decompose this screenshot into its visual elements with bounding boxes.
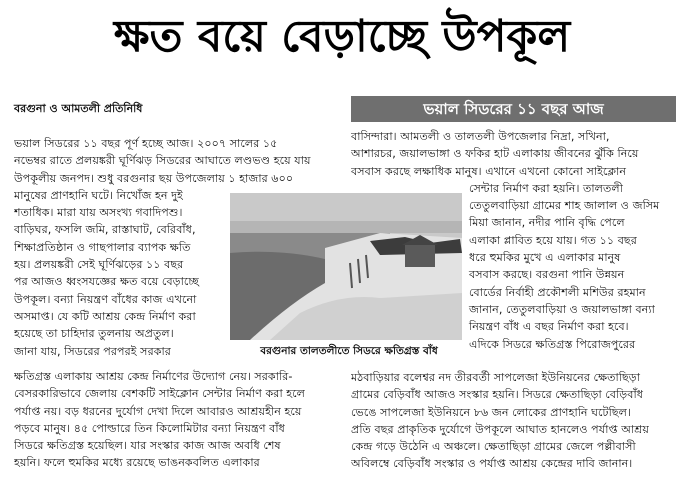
article-line: বোর্ডের নির্বাহী প্রকৌশলী মশিউর রহমান: [469, 285, 646, 299]
article-line: বেসরকারিভাবে জেলায় বেশকটি সাইক্লোন সেন্টার নির্মাণ করা হলে: [14, 387, 305, 401]
article-line: বসবাস করছে। বরগুনা পানি উন্নয়ন: [469, 268, 625, 282]
article-line: মঠবাড়িয়ার বলেশ্বর নদ তীরবর্তী সাপলেজা ইউনিয়নের ক্ষেতাছিড়া: [351, 371, 640, 384]
headline: ক্ষত বয়ে বেড়াচ্ছে উপকূল: [113, 11, 571, 62]
byline: বরগুনা ও আমতলী প্রতিনিধি: [14, 102, 143, 115]
article-line: জানান, তেতুলবাড়িয়া ও জয়ালভাঙ্গা বন্যা: [469, 302, 655, 316]
article-line: ভেঙে সাপলেজা ইউনিয়নে ৮৬ জন লোকের প্রাণহানি ঘটেছিল।: [351, 405, 631, 419]
article-line: শিক্ষাপ্রতিষ্ঠান ও গাছপালার ব্যাপক ক্ষতি: [14, 240, 191, 254]
article-line: ধরে হুমকির মুখে এ এলাকার মানুষ: [469, 251, 621, 265]
article-line: সিডরে ক্ষতিগ্রস্ত হয়েছিল। যার সংস্কার কাজ আজ অবধি শেষ: [14, 439, 281, 453]
section-banner: ভয়াল সিডরের ১১ বছর আজ: [351, 96, 676, 122]
article-line: শতাধিক। মারা যায় অসংখ্য গবাদিপশু।: [14, 206, 183, 220]
article-line: মানুষের প্রাণহানি ঘটে। নিখোঁজ হন দুই: [14, 188, 183, 202]
embankment-photo: [230, 193, 462, 340]
photo-caption: বরগুনার তালতলীতে সিডরে ক্ষতিগ্রস্ত বাঁধ: [260, 345, 438, 357]
article-line: নভেম্বর রাতে প্রলয়ঙ্করী ঘূর্ণিঝড় সিডরের আঘাতে লণ্ডভণ্ড হয়ে যায়: [14, 154, 311, 168]
article-line: গ্রামের বেড়িবাঁধ আজও সংস্কার হয়নি। সিডরে ক্ষেতাছিড়া বেড়িবাঁধ: [351, 388, 643, 402]
article-line: পড়বে মানুষ। ৪৫ পোল্ডারে তিন কিলোমিটার বন্যা নিয়ন্ত্রণ বাঁধ: [14, 421, 285, 435]
embankment-photo-graphic: [230, 193, 462, 340]
article-line: এদিকে সিডরে ক্ষতিগ্রস্ত পিরোজপুরের: [469, 337, 636, 351]
article-line: পর্যাপ্ত নয়। বড় ধরনের দুর্যোগ দেখা দিলে আবারও আশ্রয়হীন হয়ে: [14, 404, 302, 418]
article-line: অসমাপ্ত। যে কটি আশ্রয় কেন্দ্র নির্মাণ করা: [14, 309, 196, 323]
article-line: আশারচর, জয়ালভাঙ্গা ও ফকির হাট এলাকায় জীবনের ঝুঁকি নিয়ে: [351, 147, 639, 161]
article-line: বাড়িঘর, ফসলি জমি, রাস্তাঘাট, বেরিবাঁধ,: [14, 223, 196, 237]
article-line: অবিলম্বে বেড়িবাঁধ সংস্কার ও পর্যাপ্ত আশ্রয় কেন্দ্রের দাবি জানান।: [351, 457, 633, 471]
article-line: হয়নি। ফলে হুমকির মধ্যে রয়েছে ভাঙনকবলিত এলাকার: [14, 456, 260, 470]
article-line: তেতুলবাড়িয়া গ্রামের শাহ জালাল ও জসিম: [469, 199, 660, 213]
article-line: ভয়াল সিডরের ১১ বছর পূর্ণ হচ্ছে আজ। ২০০৭ সালের ১৫: [14, 137, 278, 150]
article-line: উপকূলীয় জনপদ। শুধু বরগুনার ছয় উপজেলায় ১ হাজার ৬০০: [14, 171, 294, 185]
article-line: জানা যায়, সিডরের পরপরই সরকার: [14, 344, 171, 358]
article-column-lower-left: [14, 368, 344, 472]
article-line: হয়। প্রলয়ঙ্করী সেই ঘূর্ণিঝড়ের ১১ বছর: [14, 258, 184, 272]
article-line: বসবাস করছে লক্ষাধিক মানুষ। এখানে এখনো কোনো সাইক্লোন: [351, 164, 627, 178]
article-line: প্রতি বছর প্রাকৃতিক দুর্যোগে উপকূলে আঘাত হানলেও পর্যাপ্ত আশ্রয়: [351, 422, 649, 436]
article-line: কেন্দ্র গড়ে উঠেনি এ অঞ্চলে। ক্ষেতাছিড়া গ্রামের জেলে পল্লীবাসী: [351, 440, 636, 454]
article-line: পর আজও ধ্বংসযজ্ঞের ক্ষত বয়ে বেড়াচ্ছে: [14, 275, 199, 289]
article-line: সেন্টার নির্মাণ করা হয়নি। তালতলী: [469, 181, 623, 195]
article-line: হয়েছে তা চাহিদার তুলনায় অপ্রতুল।: [14, 327, 174, 341]
article-line: নিয়ন্ত্রণ বাঁধ এ বছর নির্মাণ করা হবে।: [469, 320, 629, 334]
article-line: এলাকা প্লাবিত হয়ে যায়। গত ১১ বছর: [469, 233, 637, 247]
article-line: উপকূল। বন্যা নিয়ন্ত্রণ বাঁধের কাজ এখনো: [14, 292, 197, 306]
article-line: বাসিন্দারা। আমতলী ও তালতলী উপজেলার নিদ্রা, সখিনা,: [351, 130, 610, 143]
article-line: ক্ষতিগ্রস্ত এলাকায় আশ্রয় কেন্দ্র নির্মাণের উদ্যোগ নেয়। সরকারি-: [14, 370, 293, 383]
article-column-lower-right: [351, 369, 681, 473]
article-line: মিয়া জানান, নদীর পানি বৃদ্ধি পেলে: [469, 216, 625, 230]
